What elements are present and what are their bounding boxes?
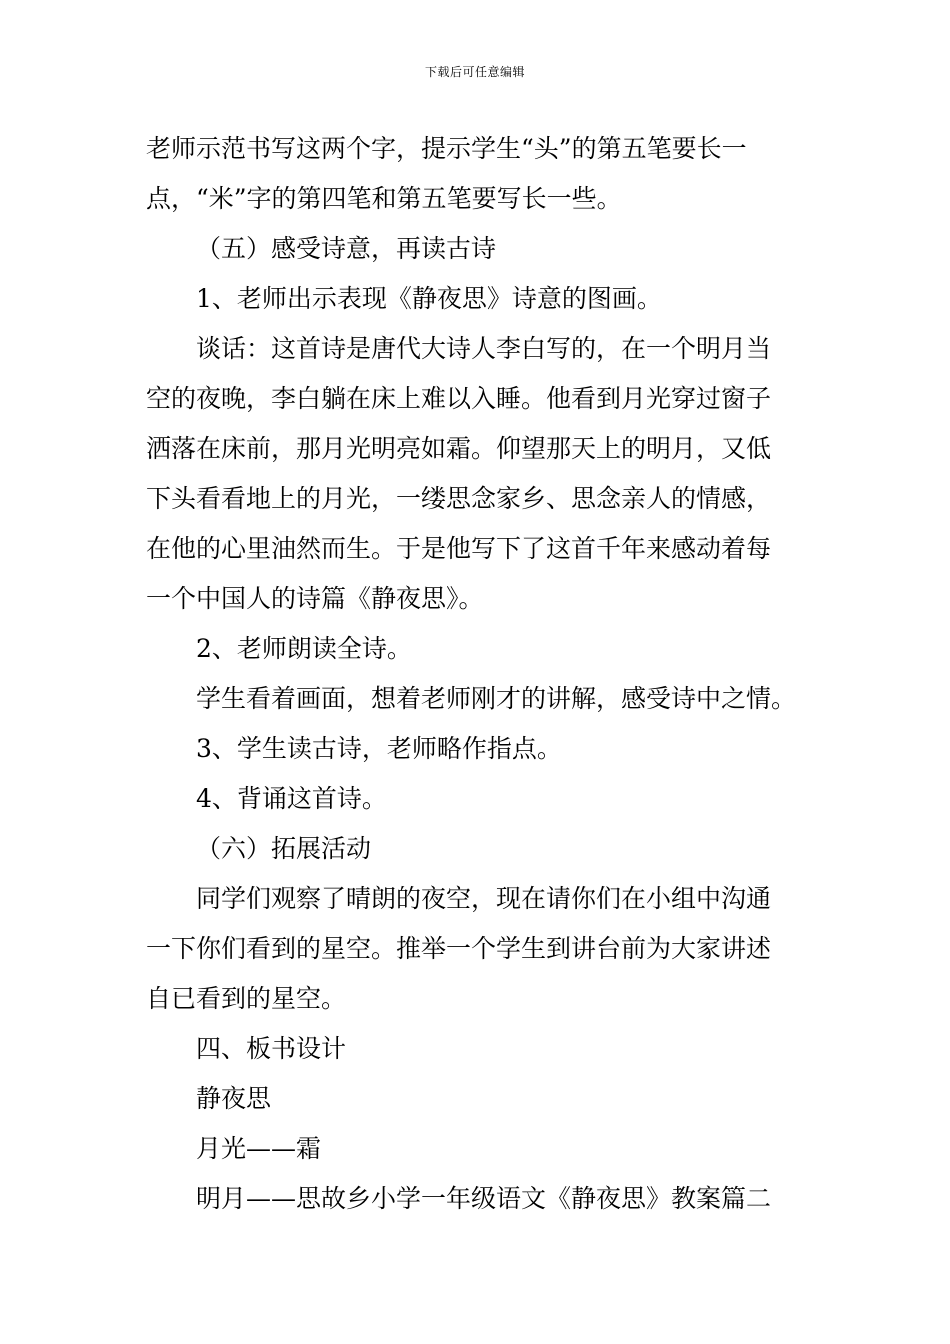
section-heading-five: （五）感受诗意，再读古诗 bbox=[196, 234, 497, 263]
page-header-note: 下载后可任意编辑 bbox=[424, 65, 525, 79]
text-line: 一个中国人的诗篇《静夜思》。 bbox=[146, 584, 484, 613]
text-line: 空的夜晚，李白躺在床上难以入睡。他看到月光穿过窗子 bbox=[146, 384, 772, 413]
board-line: 明月——思故乡小学一年级语文《静夜思》教案篇二 bbox=[196, 1184, 772, 1213]
text-line: 3、学生读古诗，老师略作指点。 bbox=[196, 734, 562, 763]
section-heading-six: （六）拓展活动 bbox=[196, 834, 372, 863]
board-line: 月光——霜 bbox=[196, 1134, 322, 1163]
text-line: 点，“米”字的第四笔和第五笔要写长一些。 bbox=[146, 184, 622, 213]
board-title: 静夜思 bbox=[196, 1084, 272, 1113]
text-line: 同学们观察了晴朗的夜空，现在请你们在小组中沟通 bbox=[196, 884, 772, 913]
text-line: 自已看到的星空。 bbox=[146, 984, 347, 1013]
text-line: 2、老师朗读全诗。 bbox=[196, 634, 412, 663]
text-line: 下头看看地上的月光，一缕思念家乡、思念亲人的情感， bbox=[146, 484, 772, 513]
text-line: 老师示范书写这两个字，提示学生“头”的第五笔要长一 bbox=[146, 134, 747, 163]
text-line: 一下你们看到的星空。推举一个学生到讲台前为大家讲述 bbox=[146, 934, 772, 963]
text-line: 4、背诵这首诗。 bbox=[196, 784, 387, 813]
text-line: 洒落在床前，那月光明亮如霜。仰望那天上的明月，又低 bbox=[146, 434, 772, 463]
text-line: 学生看着画面，想着老师刚才的讲解，感受诗中之情。 bbox=[196, 684, 797, 713]
section-heading-board-design: 四、板书设计 bbox=[196, 1034, 347, 1063]
document-body bbox=[146, 124, 818, 1224]
text-line: 1、老师出示表现《静夜思》诗意的图画。 bbox=[196, 284, 662, 313]
text-line: 在他的心里油然而生。于是他写下了这首千年来感动着每 bbox=[146, 534, 772, 563]
text-line: 谈话：这首诗是唐代大诗人李白写的，在一个明月当 bbox=[196, 334, 772, 363]
